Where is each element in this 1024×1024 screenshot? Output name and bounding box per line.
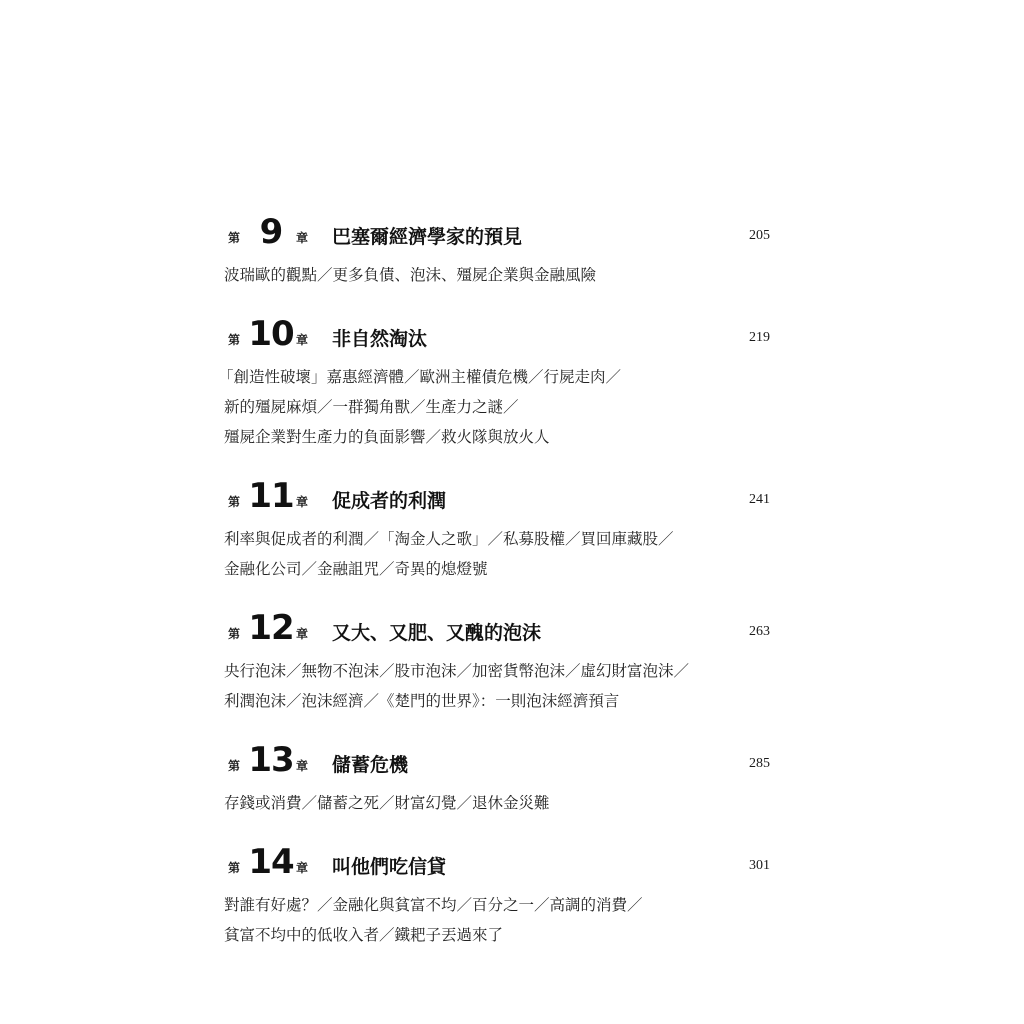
chapter-suffix: 章 [296, 860, 309, 875]
chapter-title: 儲蓄危機 [332, 753, 409, 776]
chapter-prefix: 第 [228, 332, 241, 347]
chapter-page-number: 285 [749, 756, 770, 771]
chapter-number: 10 [248, 314, 294, 354]
chapter-suffix: 章 [296, 494, 309, 509]
chapter-number: 12 [248, 608, 294, 648]
chapter-title: 促成者的利潤 [332, 489, 447, 512]
section-line: 對誰有好處？／金融化與貧富不均／百分之一／高調的消費／ [224, 896, 643, 914]
section-line: 央行泡沫／無物不泡沫／股市泡沫／加密貨幣泡沫／虛幻財富泡沫／ [224, 662, 690, 680]
chapter-prefix: 第 [228, 230, 241, 245]
chapter-sections [224, 890, 770, 950]
chapter-10 [218, 312, 770, 452]
chapter-heading [224, 210, 770, 254]
chapter-page-number: 301 [749, 858, 770, 873]
chapter-page-number: 263 [749, 624, 770, 639]
chapter-heading [224, 312, 770, 356]
chapter-heading [224, 738, 770, 782]
chapter-page-number: 205 [749, 228, 770, 243]
chapter-prefix: 第 [228, 494, 241, 509]
chapter-heading [224, 840, 770, 884]
section-line: 新的殭屍麻煩／一群獨角獸／生產力之謎／ [224, 398, 519, 416]
chapter-number: 11 [248, 476, 294, 516]
section-line: 利潤泡沫／泡沫經濟／《楚門的世界》：一則泡沫經濟預言 [224, 692, 620, 710]
section-line: 波瑞歐的觀點／更多負債、泡沫、殭屍企業與金融風險 [224, 266, 597, 284]
chapter-page-number: 241 [749, 492, 770, 507]
chapter-sections [224, 524, 770, 584]
chapter-title: 非自然淘汰 [332, 327, 428, 350]
section-line: 殭屍企業對生產力的負面影響／救火隊與放火人 [224, 428, 550, 446]
chapter-number: 14 [248, 842, 294, 882]
chapter-sections [224, 788, 770, 818]
chapter-number: 9 [259, 212, 283, 252]
chapter-14 [224, 840, 770, 950]
section-line: 利率與促成者的利潤／「淘金人之歌」／私募股權／買回庫藏股／ [224, 530, 674, 548]
section-line: 金融化公司／金融詛咒／奇異的熄燈號 [224, 560, 488, 578]
chapter-suffix: 章 [296, 758, 309, 773]
section-line: 「創造性破壞」嘉惠經濟體／歐洲主權債危機／行屍走肉／ [218, 368, 622, 386]
chapter-sections [224, 656, 770, 716]
chapter-suffix: 章 [296, 230, 309, 245]
chapter-heading [224, 606, 770, 650]
chapter-prefix: 第 [228, 626, 241, 641]
chapter-prefix: 第 [228, 758, 241, 773]
chapter-title: 巴塞爾經濟學家的預見 [332, 225, 523, 248]
section-line: 存錢或消費／儲蓄之死／財富幻覺／退休金災難 [224, 794, 550, 812]
chapter-title: 又大、又肥、又醜的泡沫 [332, 621, 542, 644]
chapter-13 [224, 738, 770, 818]
chapter-title: 叫他們吃信貸 [332, 855, 447, 878]
chapter-suffix: 章 [296, 626, 309, 641]
chapter-11 [224, 474, 770, 584]
chapter-sections [224, 260, 770, 290]
chapter-12 [224, 606, 770, 716]
table-of-contents [218, 210, 770, 972]
section-line: 貧富不均中的低收入者／鐵耙子丟過來了 [224, 926, 504, 944]
chapter-suffix: 章 [296, 332, 309, 347]
chapter-page-number: 219 [749, 330, 770, 345]
chapter-9 [224, 210, 770, 290]
chapter-prefix: 第 [228, 860, 241, 875]
chapter-sections [218, 362, 770, 452]
chapter-number: 13 [248, 740, 294, 780]
chapter-heading [224, 474, 770, 518]
